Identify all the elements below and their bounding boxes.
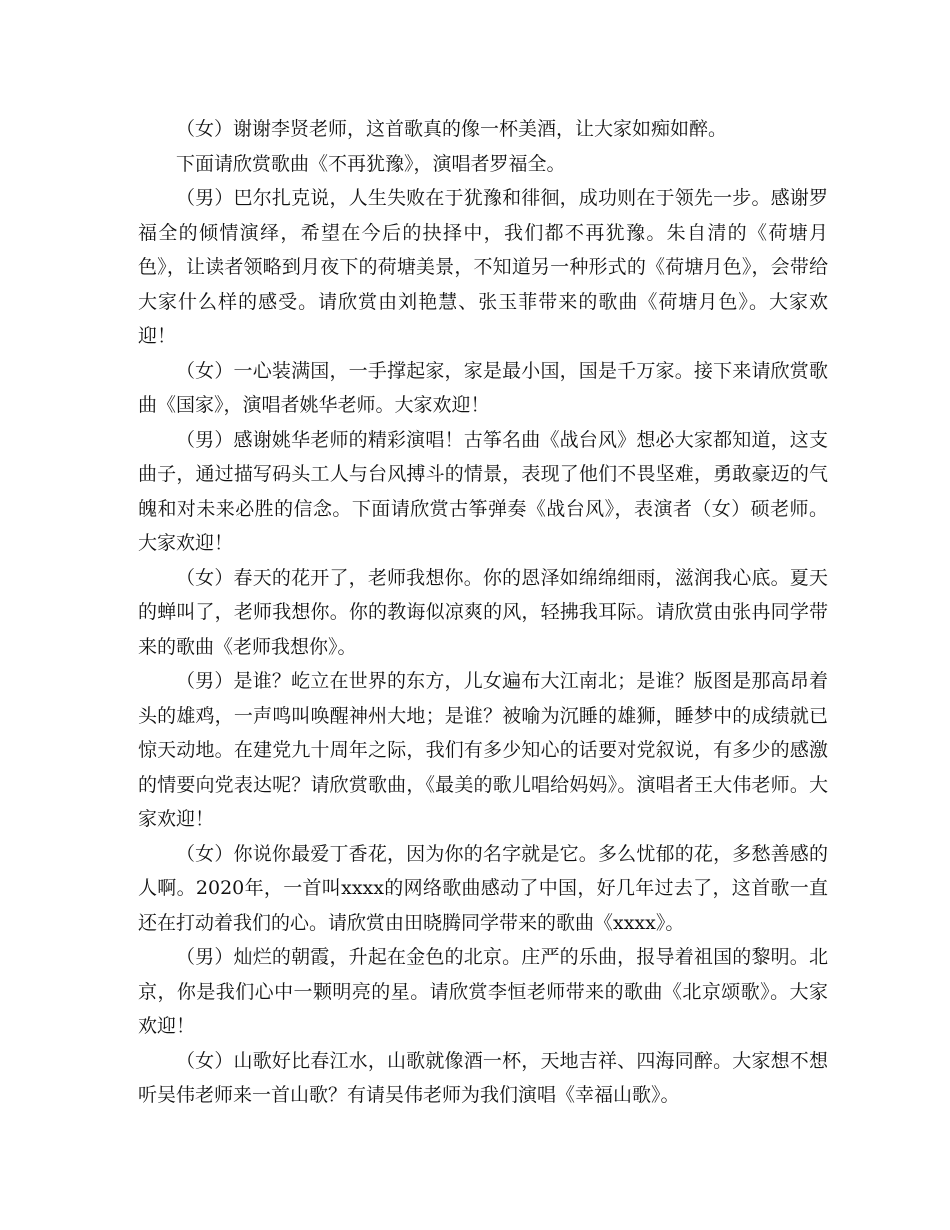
paragraph: （男）巴尔扎克说，人生失败在于犹豫和徘徊，成功则在于领先一步。感谢罗福全的倾情演绎，希望在今后的抉择中，我们都不再犹豫。朱自清的《荷塘月色》，让读者领略到月夜下的荷塘美景，不知道另一种形式的《荷塘月色》，会带给大家什么样的感受。请欣赏由刘艳慧、张玉菲带来的歌曲《荷塘月色》。大家欢迎！ <box>138 187 828 347</box>
document-page <box>138 112 828 1113</box>
paragraph: （女）你说你最爱丁香花，因为你的名字就是它。多么忧郁的花，多愁善感的人啊。2020年，一首叫xxxx的网络歌曲感动了中国，好几年过去了，这首歌一直还在打动着我们的心。请欣赏由田晓腾同学带来的歌曲《xxxx》。 <box>138 842 828 934</box>
paragraph: 下面请欣赏歌曲《不再犹豫》，演唱者罗福全。 <box>176 152 566 175</box>
paragraph: （女）谢谢李贤老师，这首歌真的像一杯美酒，让大家如痴如醉。 <box>176 118 728 140</box>
paragraph: （女）一心装满国，一手撑起家，家是最小国，国是千万家。接下来请欣赏歌曲《国家》，演唱者姚华老师。大家欢迎！ <box>138 359 828 416</box>
paragraph: （男）感谢姚华老师的精彩演唱！古筝名曲《战台风》想必大家都知道，这支曲子，通过描写码头工人与台风搏斗的情景，表现了他们不畏坚难，勇敢豪迈的气魄和对未来必胜的信念。下面请欣赏古筝弹奏《战台风》，表演者（女）硕老师。大家欢迎！ <box>138 428 828 554</box>
paragraph: （女）春天的花开了，老师我想你。你的恩泽如绵绵细雨，滋润我心底。夏天的蝉叫了，老师我想你。你的教诲似凉爽的风，轻拂我耳际。请欣赏由张冉同学带来的歌曲《老师我想你》。 <box>138 566 828 658</box>
paragraph: （男）灿烂的朝霞，升起在金色的北京。庄严的乐曲，报导着祖国的黎明。北京，你是我们心中一颗明亮的星。请欣赏李恒老师带来的歌曲《北京颂歌》。大家欢迎！ <box>138 946 828 1037</box>
paragraph: （女）山歌好比春江水，山歌就像酒一杯，天地吉祥、四海同醉。大家想不想听吴伟老师来一首山歌？有请吴伟老师为我们演唱《幸福山歌》。 <box>138 1049 828 1106</box>
paragraph: （男）是谁？屹立在世界的东方，儿女遍布大江南北；是谁？版图是那高昂着头的雄鸡，一声鸣叫唤醒神州大地；是谁？被喻为沉睡的雄狮，睡梦中的成绩就已惊天动地。在建党九十周年之际，我们有多少知心的话要对党叙说，有多少的感激的情要向党表达呢？请欣赏歌曲，《最美的歌儿唱给妈妈》。演唱者王大伟老师。大家欢迎！ <box>138 670 828 830</box>
